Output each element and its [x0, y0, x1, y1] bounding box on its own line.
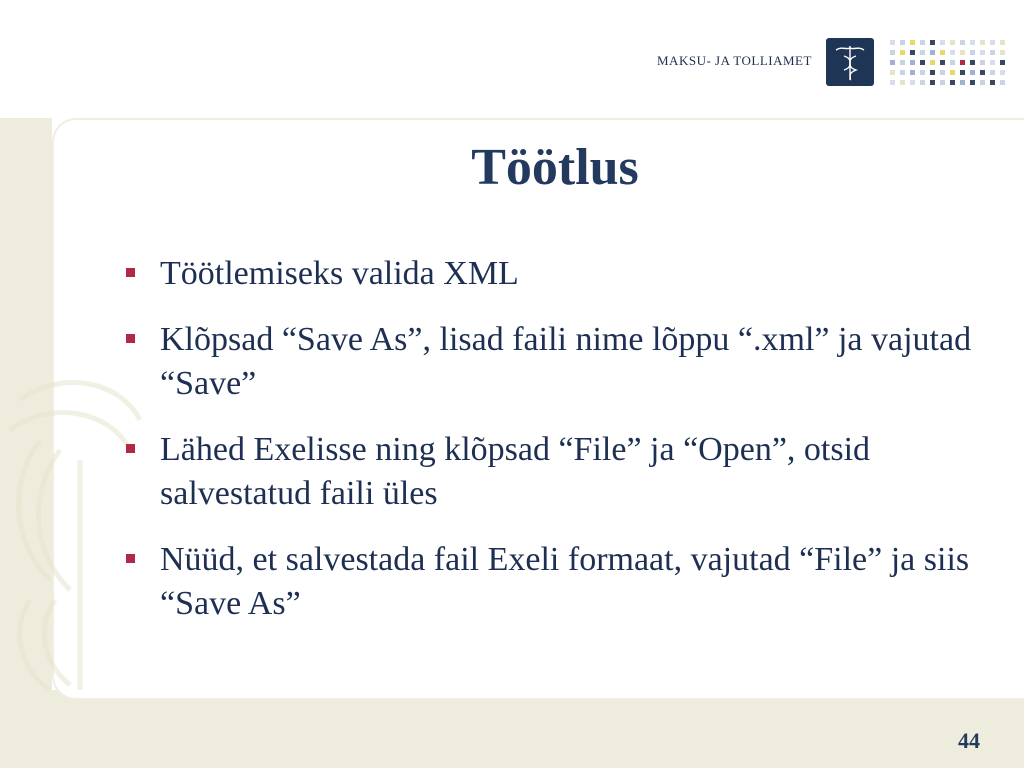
square-bullet-icon [126, 554, 135, 563]
bullet-text: Lähed Exelisse ning klõpsad “File” ja “Open”, otsid salvestatud faili üles [160, 431, 871, 512]
bullet-text: Klõpsad “Save As”, lisad faili nime lõppu “.xml” ja vajutad “Save” [160, 321, 972, 402]
page-number: 44 [958, 728, 980, 753]
logo-text: MAKSU- JA TOLLIAMET [657, 53, 812, 68]
caduceus-icon [826, 38, 874, 86]
square-bullet-icon [126, 268, 135, 277]
bullet-item [120, 428, 1000, 516]
bullet-list [120, 252, 1000, 648]
decorative-dot-grid [888, 40, 1008, 86]
slide-title: Töötlus [471, 139, 639, 196]
bottom-decor-band [0, 700, 1024, 768]
square-bullet-icon [126, 334, 135, 343]
bullet-text: Nüüd, et salvestada fail Exeli formaat, vajutad “File” ja siis “Save As” [160, 541, 970, 622]
square-bullet-icon [126, 444, 135, 453]
bullet-item [120, 252, 1000, 296]
bullet-item [120, 318, 1000, 406]
bullet-text: Töötlemiseks valida XML [160, 255, 519, 292]
bullet-item [120, 538, 1000, 626]
